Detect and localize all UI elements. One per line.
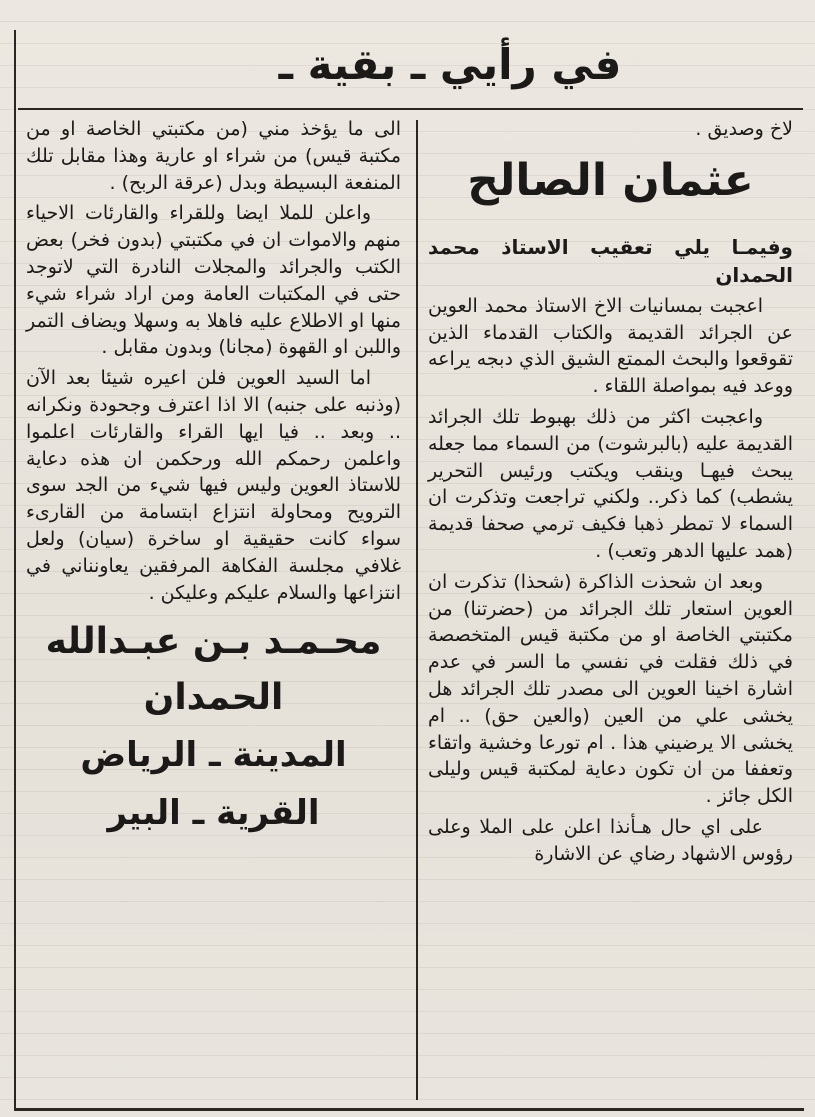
paragraph: واعلن للملا ايضا وللقراء والقارئات الاحياء منهم والاموات ان في مكتبتي (بدون فخر) بعض الكتب والجرائد والمجلات النادرة التي لاتوجد حتى في المكتبات العامة ومن اراد شراء شيء منها او الاطلاع عليه فاهلا به وسهلا ويضاف التمر واللبن او القهوة (مجانا) وبدون مقابل .	[26, 202, 401, 359]
signature-place: المدينة ـ الرياض	[80, 735, 347, 776]
paragraph: الى ما يؤخذ مني (من مكتبتي الخاصة او من مكتبة قيس) من شراء او عارية وهذا مقابل تلك المنفعة البسيطة وبدل (عرقة الربح) .	[26, 118, 401, 194]
frame-left-rule	[14, 30, 16, 1110]
column-title: في رأيي ـ بقية ـ	[278, 40, 622, 89]
column-divider	[416, 120, 418, 1100]
author-name: عثمان الصالح	[467, 154, 754, 206]
frame-bottom-rule	[14, 1108, 804, 1111]
header-rule	[18, 108, 803, 110]
paragraph: واعجبت اكثر من ذلك بهبوط تلك الجرائد القديمة عليه (بالبرشوت) من السماء مما جعله يبحث فيهـا وينقب ويكتب ورئيس التحرير يشطب) كما ذكر.. ولكني تراجعت وتذكرت ان السماء لا تمطر ذهبا فكيف ترمي صحفا قديمة (همد عليها الدهر وتعب) .	[428, 405, 793, 562]
rebuttal-subhead: وفيمـا يلي تعقيب الاستاذ محمد الحمدان	[428, 234, 793, 287]
signature-family: الحمدان	[143, 677, 284, 719]
left-column	[26, 116, 401, 842]
salutation: لاخ وصديق .	[695, 118, 793, 140]
signature-place: القرية ـ البير	[107, 793, 320, 834]
paragraph: وبعد ان شحذت الذاكرة (شحذا) تذكرت ان العوين استعار تلك الجرائد من (حضرتنا) من مكتبتي الخاصة او من مكتبة قيس المتخصصة في ذلك فقلت في نفسي ما السر في عدم اشارة اخينا العوين الى مصدر تلك الجرائد هل يخشى علي من العين (والعين حق) .. ام يخشى الا يرضيني هذا . ام تورعا وخشية واتقاء وتعففا من ان تكون دعاية لمكتبة قيس وليلى الكل جائز .	[428, 570, 793, 808]
paragraph: اعجبت بمسانيات الاخ الاستاذ محمد العوين عن الجرائد القديمة والكتاب القدماء الذين تقوقعوا والبحث الممتع الشيق الذي دبجه يراعه ووعد فيه بمواصلة اللقاء .	[428, 294, 793, 398]
paragraph: اما السيد العوين فلن اعيره شيئا بعد الآن (وذنبه على جنبه) الا اذا اعترف وجحودة ونكرانه .. وبعد .. فيا ايها القراء والقارئات اعلموا واعلمن رحمكم الله ورحكمن ان هذه دعاية للاستاذ العوين وليس فيها شيء من الجد سوى الترويح ومحاولة انتزاع ابتسامة من القارىء سواء كانت حقيقية او ساخرة (سيان) ولعل غلافي مجلسة الفكاهة المرفقين يعاونناني في انتزاعها والسلام عليكم وعليكن .	[26, 367, 401, 604]
signature-name: محـمـد بـن عبـدالله	[45, 621, 382, 663]
paragraph: على اي حال هـأنذا اعلن على الملا وعلى رؤوس الاشهاد رضاي عن الاشارة	[428, 815, 793, 865]
right-column	[428, 116, 793, 872]
